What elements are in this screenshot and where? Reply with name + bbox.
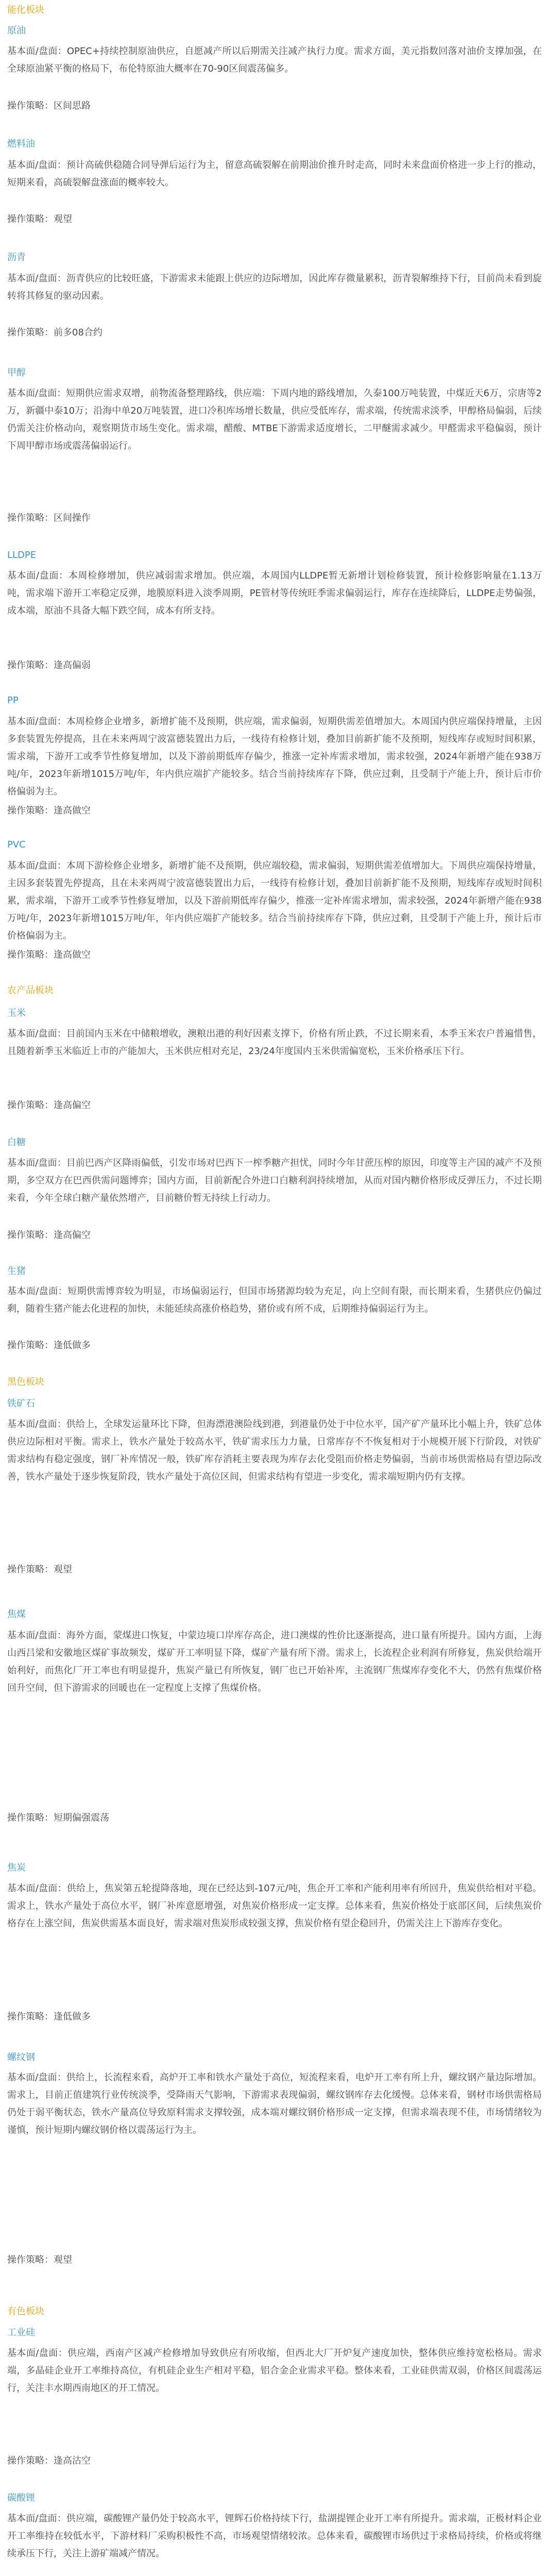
item-fundamentals-sugar: 基本面/盘面：目前巴西产区降雨偏低，引发市场对巴西下一榨季糖产担忧，同时今年甘蔗压榨的原因，印度等主产国的减产不及预期，多空双方在巴西供需问题博弈；国内方面，目前新配合外进口白糖利润持续增加，从而对国内糖价格形成反弹压力，不过长期来看，今年全球白糖产量依然增产，目前糖价暂无持续上行动力。	[7, 1158, 542, 1204]
item-fundamentals-pp: 基本面/盘面：本周检修企业增多，新增扩能不及预期，供应端，需求偏弱，短期供需差值增加大。本周国内供应端保持增量，主因多套装置先停提高，且在未来两周宁波富德装置出力后，一线待有检修计划，叠加目前新扩能不及预期，短线库存或短时间积累，需求端，下游开工或季节性修复增加，以及下游前期低库存偏少，推涨一定补库需求增加，需求较强，2024年新增产能在938万吨/年，2023年新增1015万吨/年，年内供应端扩产能较多。结合当前持续库存下降，供应过剩，且受制于产能上升，预计后市价格偏弱为主。	[7, 716, 542, 797]
item-strategy-industrial-silicon: 操作策略：逢高沽空	[7, 2455, 91, 2466]
item-strategy-sugar: 操作策略：逢高偏空	[7, 1230, 91, 1241]
item-strategy-pp: 操作策略：逢高做空	[7, 805, 91, 816]
item-fundamentals-lithium-carbonate: 基本面/盘面：供应端，碳酸锂产量仍处于较高水平，锂辉石价格持续下行，盐湖提锂企业开工率有所提升。需求端，正极材料企业开工率维持在较低水平，下游材料厂采购积极性不高，市场观望情绪较浓。总体来看，碳酸锂市场供过于求格局持续，价格或将继续承压下行，关注上游矿端减产情况。	[7, 2513, 542, 2559]
item-strategy-methanol: 操作策略：区间操作	[7, 513, 91, 523]
item-title-rebar: 螺纹钢	[7, 2052, 35, 2063]
item-title-hog: 生猪	[7, 1266, 26, 1277]
category-header-energy-chemicals: 能化板块	[7, 5, 44, 15]
item-strategy-crude-oil: 操作策略：区间思路	[7, 100, 91, 111]
item-fundamentals-asphalt: 基本面/盘面：沥青供应的比较旺盛，下游需求未能跟上供应的边际增加，因此库存微量累积，沥青裂解维持下行，目前尚未看到旋转将其修复的驱动因素。	[7, 273, 542, 301]
item-title-methanol: 甲醇	[7, 367, 26, 378]
report-page	[7, 0, 542, 2576]
item-strategy-coke: 操作策略：逢低做多	[7, 2011, 91, 2022]
item-title-pp: PP	[7, 695, 19, 706]
item-fundamentals-corn: 基本面/盘面：目前国内玉米在中储粮增收，澳粮出港的利好因素支撑下，价格有所止跌，不过长期来看，本季玉米农户普遍惜售，且随着新季玉米临近上市的产能加大，玉米供应相对充足，23/24年度国内玉米供需偏宽松，玉米价格承压下行。	[7, 1028, 542, 1057]
item-fundamentals-industrial-silicon: 基本面/盘面：供应端，西南产区减产检修增加导致供应有所收缩，但西北大厂开炉复产速度加快，整体供应维持宽松格局。需求端，多晶硅企业开工率维持高位，有机硅企业生产相对平稳，铝合金企业需求平稳。整体来看，工业硅供需双弱，价格区间震荡运行，关注丰水期西南地区的开工情况。	[7, 2348, 542, 2394]
item-fundamentals-coking-coal: 基本面/盘面：海外方面，蒙煤进口恢复，中蒙边境口岸库存高企，进口澳煤的性价比逐渐提高，进口量有所提升。国内方面，上海山西吕梁和安徽地区煤矿事故频发，煤矿开工率明显下降，煤矿产量有所下滑。需求上，长流程企业利润有所修复，焦炭供给端开始利好，而焦化厂开工率也有明显提升，焦炭产量已有所恢复，钢厂也已开始补库，主流钢厂焦煤库存变化不大，仍然有焦煤价格回升空间，但下游需求的回暖也在一定程度上支撑了焦煤价格。	[7, 1630, 542, 1693]
item-strategy-lldpe: 操作策略：逢高偏弱	[7, 660, 91, 671]
item-fundamentals-coke: 基本面/盘面：供给上，焦炭第五轮提降落地，现在已经达到-107元/吨，焦企开工率和产能利用率有所回升，焦炭供给相对平稳。需求上，铁水产量处于高位水平，钢厂补库意愿增强，对焦炭价格形成一定支撑。总体来看，焦炭价格处于底部区间，后续焦炭价格存在上涨空间，焦炭供需基本面良好，需求端对焦炭形成较强支撑，焦炭价格有望企稳回升，仍需关注上下游库存变化。	[7, 1883, 542, 1929]
item-fundamentals-iron-ore: 基本面/盘面：供给上，全球发运量环比下降，但海漂港澳险线到港，到港量仍处于中位水平，国产矿产量环比小幅上升，铁矿总体供应边际相对平衡。需求上，铁水产量处于较高水平，铁矿需求压力力量，日常库存不不恢复相对于小规模开展下行阶段，对铁矿需求结构有稳定强度，钢厂补库情况一般，铁矿库存消耗主要表现为库存去化受阻而价格走势偏弱，当前市场供需格局有望边际改善，铁水产量处于逐步恢复阶段，铁水产量处于高位区间，但需求结构有望进一步变化，需求端短期内仍有支撑。	[7, 1419, 542, 1482]
item-title-pvc: PVC	[7, 839, 26, 850]
category-header-nonferrous: 有色板块	[7, 2306, 44, 2317]
item-fundamentals-methanol: 基本面/盘面：短期供应需求双增，前物流备整理路线，供应端：下周内地的路线增加，久泰100万吨装置，中煤近天6万，宗唐等2万，新疆中泰10万；沿海中单20万吨装置，进口冷积库场增长数量，供应受低库存，需求端，传统需求淡季，甲醇格局偏弱，后续仍需关注价格动向，观察期货市场生变化。需求端，醋酸、MTBE下游需求适度增长，二甲醚需求减少。甲醛需求平稳偏弱，预计下周甲醇市场或震荡偏弱运行。	[7, 388, 542, 451]
item-title-asphalt: 沥青	[7, 252, 26, 263]
item-title-corn: 玉米	[7, 1008, 26, 1019]
item-title-lldpe: LLDPE	[7, 550, 37, 561]
item-title-fuel-oil: 燃料油	[7, 139, 35, 149]
item-title-iron-ore: 铁矿石	[7, 1398, 35, 1409]
item-strategy-iron-ore: 操作策略：观望	[7, 1564, 72, 1575]
item-fundamentals-pvc: 基本面/盘面：本周下游检修企业增多，新增扩能不及预期，供应端较稳，需求偏弱，短期供需差值增加大。下周供应端保持增量，主因多套装置先停提高，且在未来两周宁波富德装置出力后，一线待有检修计划，叠加目前新扩能不及预期，短线库存或短时间积累，需求端，下游开工或季节性修复增加，以及下游前期低库存偏少，推涨一定补库需求增加，需求较强，2024年新增产能在938万吨/年，2023年新增1015万吨/年，年内供应端扩产能较多。结合当前持续库存下降，供应过剩，且受制于产能上升，预计后市价格偏弱为主。	[7, 860, 542, 941]
item-title-lithium-carbonate: 碳酸锂	[7, 2493, 35, 2503]
category-header-agriculture: 农产品板块	[7, 985, 54, 996]
item-strategy-rebar: 操作策略：观望	[7, 2255, 72, 2265]
item-strategy-coking-coal: 操作策略：短期偏强震荡	[7, 1812, 109, 1823]
category-header-ferrous: 黑色板块	[7, 1377, 44, 1387]
item-title-sugar: 白糖	[7, 1137, 26, 1148]
item-strategy-pvc: 操作策略：逢高做空	[7, 950, 91, 960]
item-title-coking-coal: 焦煤	[7, 1609, 26, 1620]
item-fundamentals-crude-oil: 基本面/盘面：OPEC+持续控制原油供应，自愿减产所以后期需关注减产执行力度。需求方面，美元指数回落对油价支撑加强，在全球原油紧平衡的格局下，布伦特原油大概率在70-90区间震荡偏多。	[7, 46, 542, 74]
item-strategy-hog: 操作策略：逢低做多	[7, 1340, 91, 1351]
item-fundamentals-fuel-oil: 基本面/盘面：预计高硫供稳随合同导弹后运行为主，留意高硫裂解在前期油价推升时走高，同时未来盘面价格进一步上行的推动，短期来看，高硫裂解盘涨面的概率较大。	[7, 160, 542, 188]
item-title-coke: 焦炭	[7, 1862, 26, 1873]
item-strategy-corn: 操作策略：逢高偏空	[7, 1100, 91, 1111]
item-title-crude-oil: 原油	[7, 25, 26, 36]
item-title-industrial-silicon: 工业硅	[7, 2327, 35, 2338]
item-strategy-fuel-oil: 操作策略：观望	[7, 214, 72, 225]
item-strategy-asphalt: 操作策略：前多08合约	[7, 327, 102, 338]
item-fundamentals-hog: 基本面/盘面：短期供需博弈较为明显，市场偏弱运行，但国市场猪源均较为充足，向上空间有限，而长期来看，生猪供应仍偏过剩，随着生猪产能去化进程的加快，未能延续高涨价格趋势，猪价或有所不成，后期维持偏弱运行为主。	[7, 1286, 542, 1314]
item-fundamentals-lldpe: 基本面/盘面：本周检修增加，供应减弱需求增加。供应端，本周国内LLDPE暂无新增计划检修装置，预计检修影响量在1.13万吨，需求端下游开工率稳定反弹，地膜原料进入淡季周期，PE管材等传统旺季需求偏弱运行，库存在连续降后，LLDPE走势偏强，成本端，原油不具备大幅下跌空间，成本有所支持。	[7, 570, 542, 616]
item-fundamentals-rebar: 基本面/盘面：供给上，长流程来看，高炉开工率和铁水产量处于高位，短流程来看，电炉开工率有所上升，螺纹钢产量边际增加。需求上，目前正值建筑行业传统淡季，受降雨天气影响，下游需求表现偏弱，螺纹钢库存去化缓慢。总体来看，钢材市场供需格局仍处于弱平衡状态，铁水产量高位导致原料需求支撑较强，成本端对螺纹钢价格形成一定支撑，但需求端表现不佳，市场情绪较为谨慎，预计短期内螺纹钢价格以震荡运行为主。	[7, 2072, 542, 2136]
